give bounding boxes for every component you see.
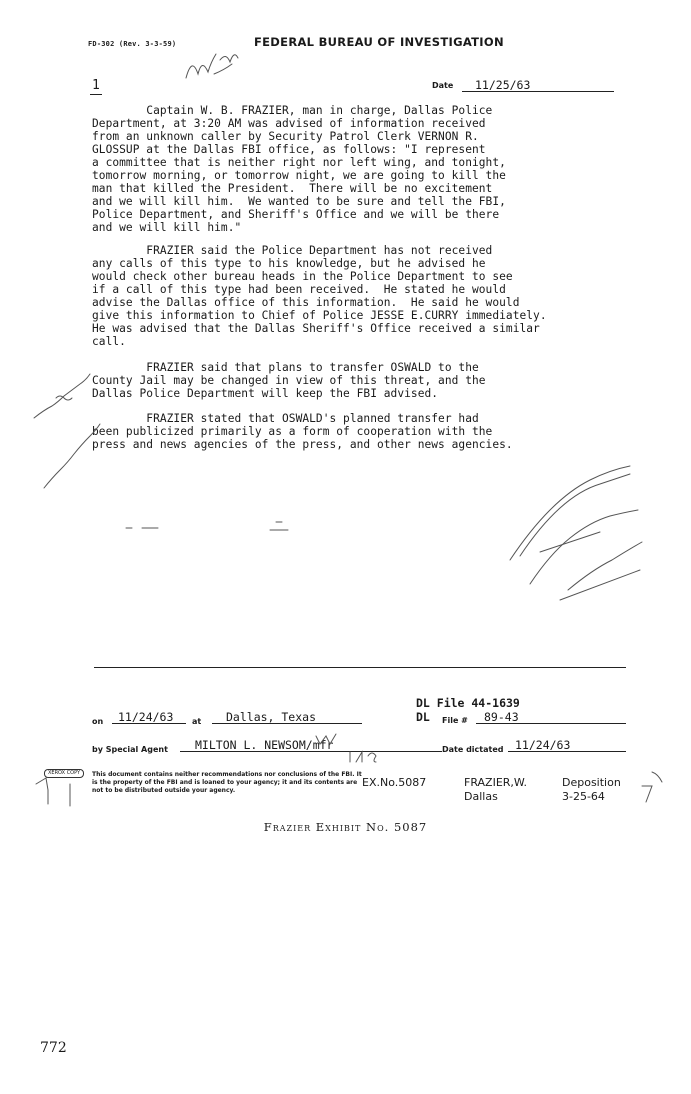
- exhibit-deposition: Deposition: [562, 776, 621, 789]
- agency-header: FEDERAL BUREAU OF INVESTIGATION: [254, 35, 504, 49]
- page-number: 1: [92, 78, 100, 93]
- interview-location: Dallas, Texas: [226, 710, 317, 724]
- on-label: on: [92, 717, 104, 726]
- signature-scribble: [510, 466, 642, 590]
- date-value: 11/25/63: [475, 78, 531, 92]
- margin-inaccurate-note-2: [44, 424, 100, 488]
- exhibit-place: Dallas: [464, 790, 498, 803]
- check-mark: [316, 734, 336, 744]
- exhibit-brace-left: [36, 778, 70, 806]
- fbi-property-notice: This document contains neither recommendations nor conclusions of the FBI. It is the property of the FBI and is loaned to your agency; it and its contents are not to be distributed outside your agency.: [92, 771, 362, 794]
- date-dictated-label: Date dictated: [442, 745, 504, 754]
- exhibit-number-stamp: EX.No.5087: [362, 776, 427, 789]
- volume-page-number: 772: [40, 1040, 67, 1056]
- flourish-1: [540, 532, 600, 552]
- date-dictated: 11/24/63: [515, 738, 571, 752]
- paragraph-threat-call: Captain W. B. FRAZIER, man in charge, Dallas Police Department, at 3:20 AM was advised of information received from an unknown caller by Security Patrol Clerk VERNON R. GLOSSUP at the Dallas FBI office, as follows: "I represent a committee that is neither right nor left wing, and tonight, tomorrow morning, or tomorrow night, we are going to kill the man that killed the President. There will be no excitement and we will kill him. We wanted to be sure and tell the FBI, Police Department, and Sheriff's Office and we will be there and we will kill him.": [92, 104, 506, 234]
- interview-date: 11/24/63: [118, 710, 174, 724]
- form-number: FD-302 (Rev. 3-3-59): [88, 40, 177, 48]
- file-number: 89-43: [484, 710, 519, 724]
- top-scribble: [186, 54, 238, 78]
- exhibit-caption-number: 5087: [393, 820, 428, 834]
- dl-label: DL: [416, 710, 430, 724]
- exhibit-brace-right: [642, 772, 662, 802]
- at-label: at: [192, 717, 202, 726]
- paragraph-transfer-publicity: FRAZIER stated that OSWALD's planned transfer had been publicized primarily as a form of cooperation with the press and news agencies of the press, and other news agencies.: [92, 412, 513, 451]
- xerox-copy-stamp: XEROX COPY: [44, 769, 84, 778]
- exhibit-deposition-date: 3-25-64: [562, 790, 605, 803]
- faded-mark-2: [270, 522, 288, 530]
- flourish-2: [560, 570, 640, 600]
- exhibit-witness: FRAZIER,W.: [464, 776, 528, 789]
- file-label: File #: [442, 716, 468, 725]
- special-agent-label: by Special Agent: [92, 745, 168, 754]
- exhibit-caption-prefix: Frazier Exhibit No.: [263, 820, 390, 834]
- dl-file-number: DL File 44-1639: [416, 696, 520, 710]
- number-148: [350, 752, 376, 762]
- paragraph-police-response: FRAZIER said the Police Department has not received any calls of this type to his knowledge, but he advised he would check other bureau heads in the Police Department to see if a call of this type had been received. He stated he would advise the Dallas office of this information. He said he would give this information to Chief of Police JESSE E.CURRY immediately. He was advised that the Dallas Sheriff's Office received a similar call.: [92, 244, 547, 348]
- special-agent-name: MILTON L. NEWSOM/mfr: [195, 738, 334, 752]
- paragraph-transfer-plans: FRAZIER said that plans to transfer OSWALD to the County Jail may be changed in view of this threat, and the Dallas Police Department will keep the FBI advised.: [92, 361, 486, 400]
- date-label: Date: [432, 81, 454, 90]
